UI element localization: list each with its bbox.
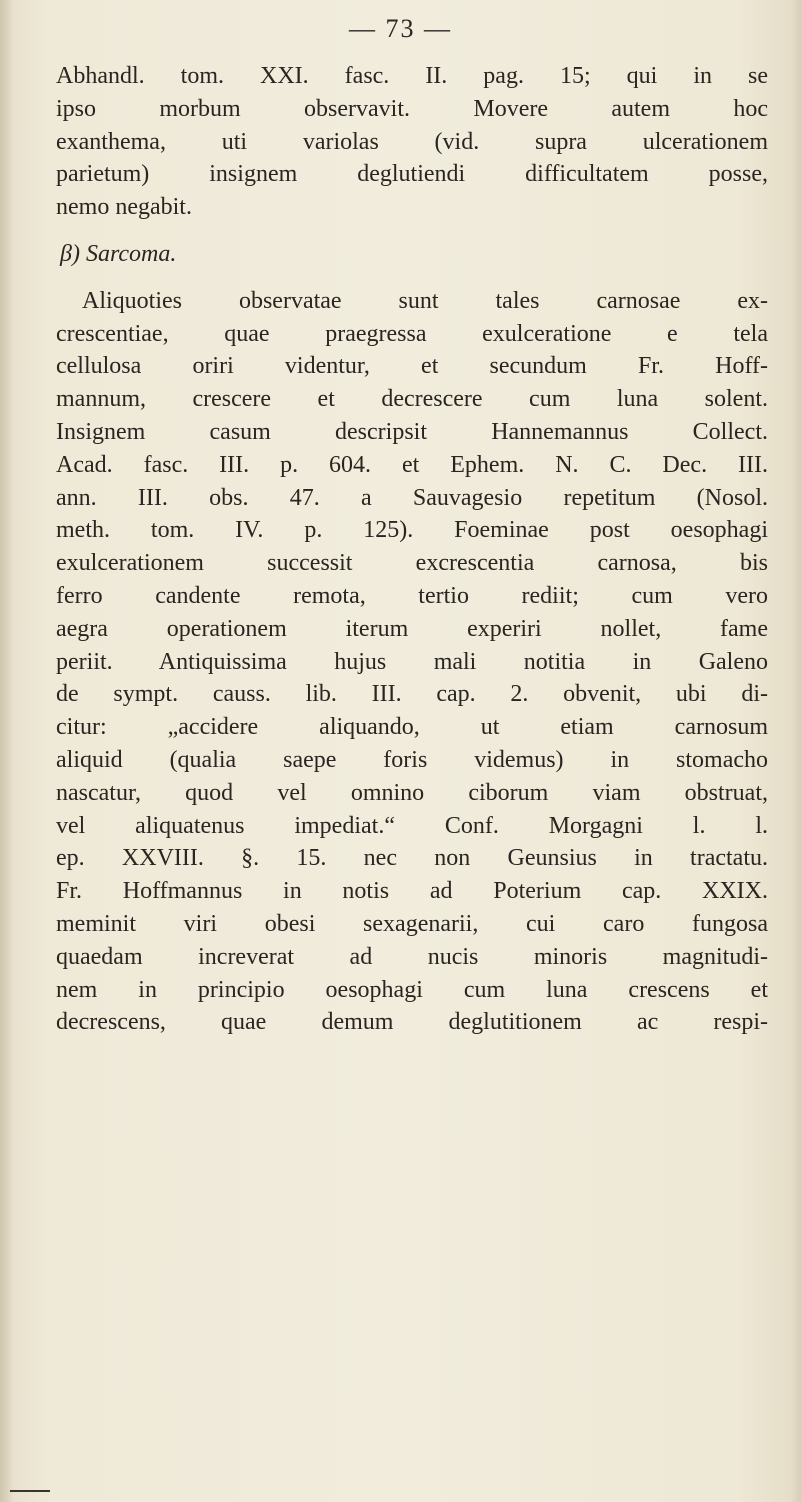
page-edge-shadow — [791, 0, 801, 1502]
text-line: vel aliquatenus impediat.“ Conf. Morgagni l. l. — [56, 812, 768, 839]
section-heading: β) Sarcoma. — [60, 240, 177, 267]
text-line: ipso morbum observavit. Movere autem hoc — [56, 95, 768, 122]
text-line: exulcerationem successit excrescentia carnosa, bis — [56, 550, 768, 577]
text-line: Acad. fasc. III. p. 604. et Ephem. N. C. Dec. III. — [56, 451, 768, 478]
page-binding-shadow — [0, 0, 14, 1502]
text-line: nemo negabit. — [56, 194, 192, 221]
text-line: exanthema, uti variolas (vid. supra ulcerationem — [56, 128, 768, 155]
text-line: decrescens, quae demum deglutitionem ac respi- — [56, 1009, 768, 1036]
text-line: parietum) insignem deglutiendi difficultatem posse, — [56, 161, 768, 188]
text-line: mannum, crescere et decrescere cum luna solent. — [56, 386, 768, 413]
text-line: cellulosa oriri videntur, et secundum Fr. Hoff- — [56, 353, 768, 380]
text-line: nascatur, quod vel omnino ciborum viam obstruat, — [56, 779, 768, 806]
text-line: ann. III. obs. 47. a Sauvagesio repetitum (Nosol. — [56, 484, 768, 511]
body-text — [56, 60, 768, 1039]
text-line: Insignem casum descripsit Hannemannus Collect. — [56, 418, 768, 445]
text-line: crescentiae, quae praegressa exulceratione e tela — [56, 320, 768, 347]
page-corner-mark — [10, 1490, 50, 1492]
page-number: — 73 — — [349, 14, 452, 43]
text-line: meminit viri obesi sexagenarii, cui caro fungosa — [56, 910, 768, 937]
text-line: quaedam increverat ad nucis minoris magnitudi- — [56, 943, 768, 970]
text-line: nem in principio oesophagi cum luna crescens et — [56, 976, 768, 1003]
text-line: citur: „accidere aliquando, ut etiam carnosum — [56, 714, 768, 741]
text-line: de sympt. causs. lib. III. cap. 2. obvenit, ubi di- — [56, 681, 768, 708]
text-line: ep. XXVIII. §. 15. nec non Geunsius in tractatu. — [56, 845, 768, 872]
text-line: aliquid (qualia saepe foris videmus) in stomacho — [56, 746, 768, 773]
text-line: Abhandl. tom. XXI. fasc. II. pag. 15; qui in se — [56, 63, 768, 89]
text-line: aegra operationem iterum experiri nollet, fame — [56, 615, 768, 642]
text-line: Fr. Hoffmannus in notis ad Poterium cap. XXIX. — [56, 878, 768, 905]
text-line: meth. tom. IV. p. 125). Foeminae post oesophagi — [56, 517, 768, 544]
text-line: ferro candente remota, tertio rediit; cum vero — [56, 582, 768, 609]
text-line: Aliquoties observatae sunt tales carnosae ex- — [82, 287, 768, 314]
text-line: periit. Antiquissima hujus mali notitia in Galeno — [56, 648, 768, 675]
